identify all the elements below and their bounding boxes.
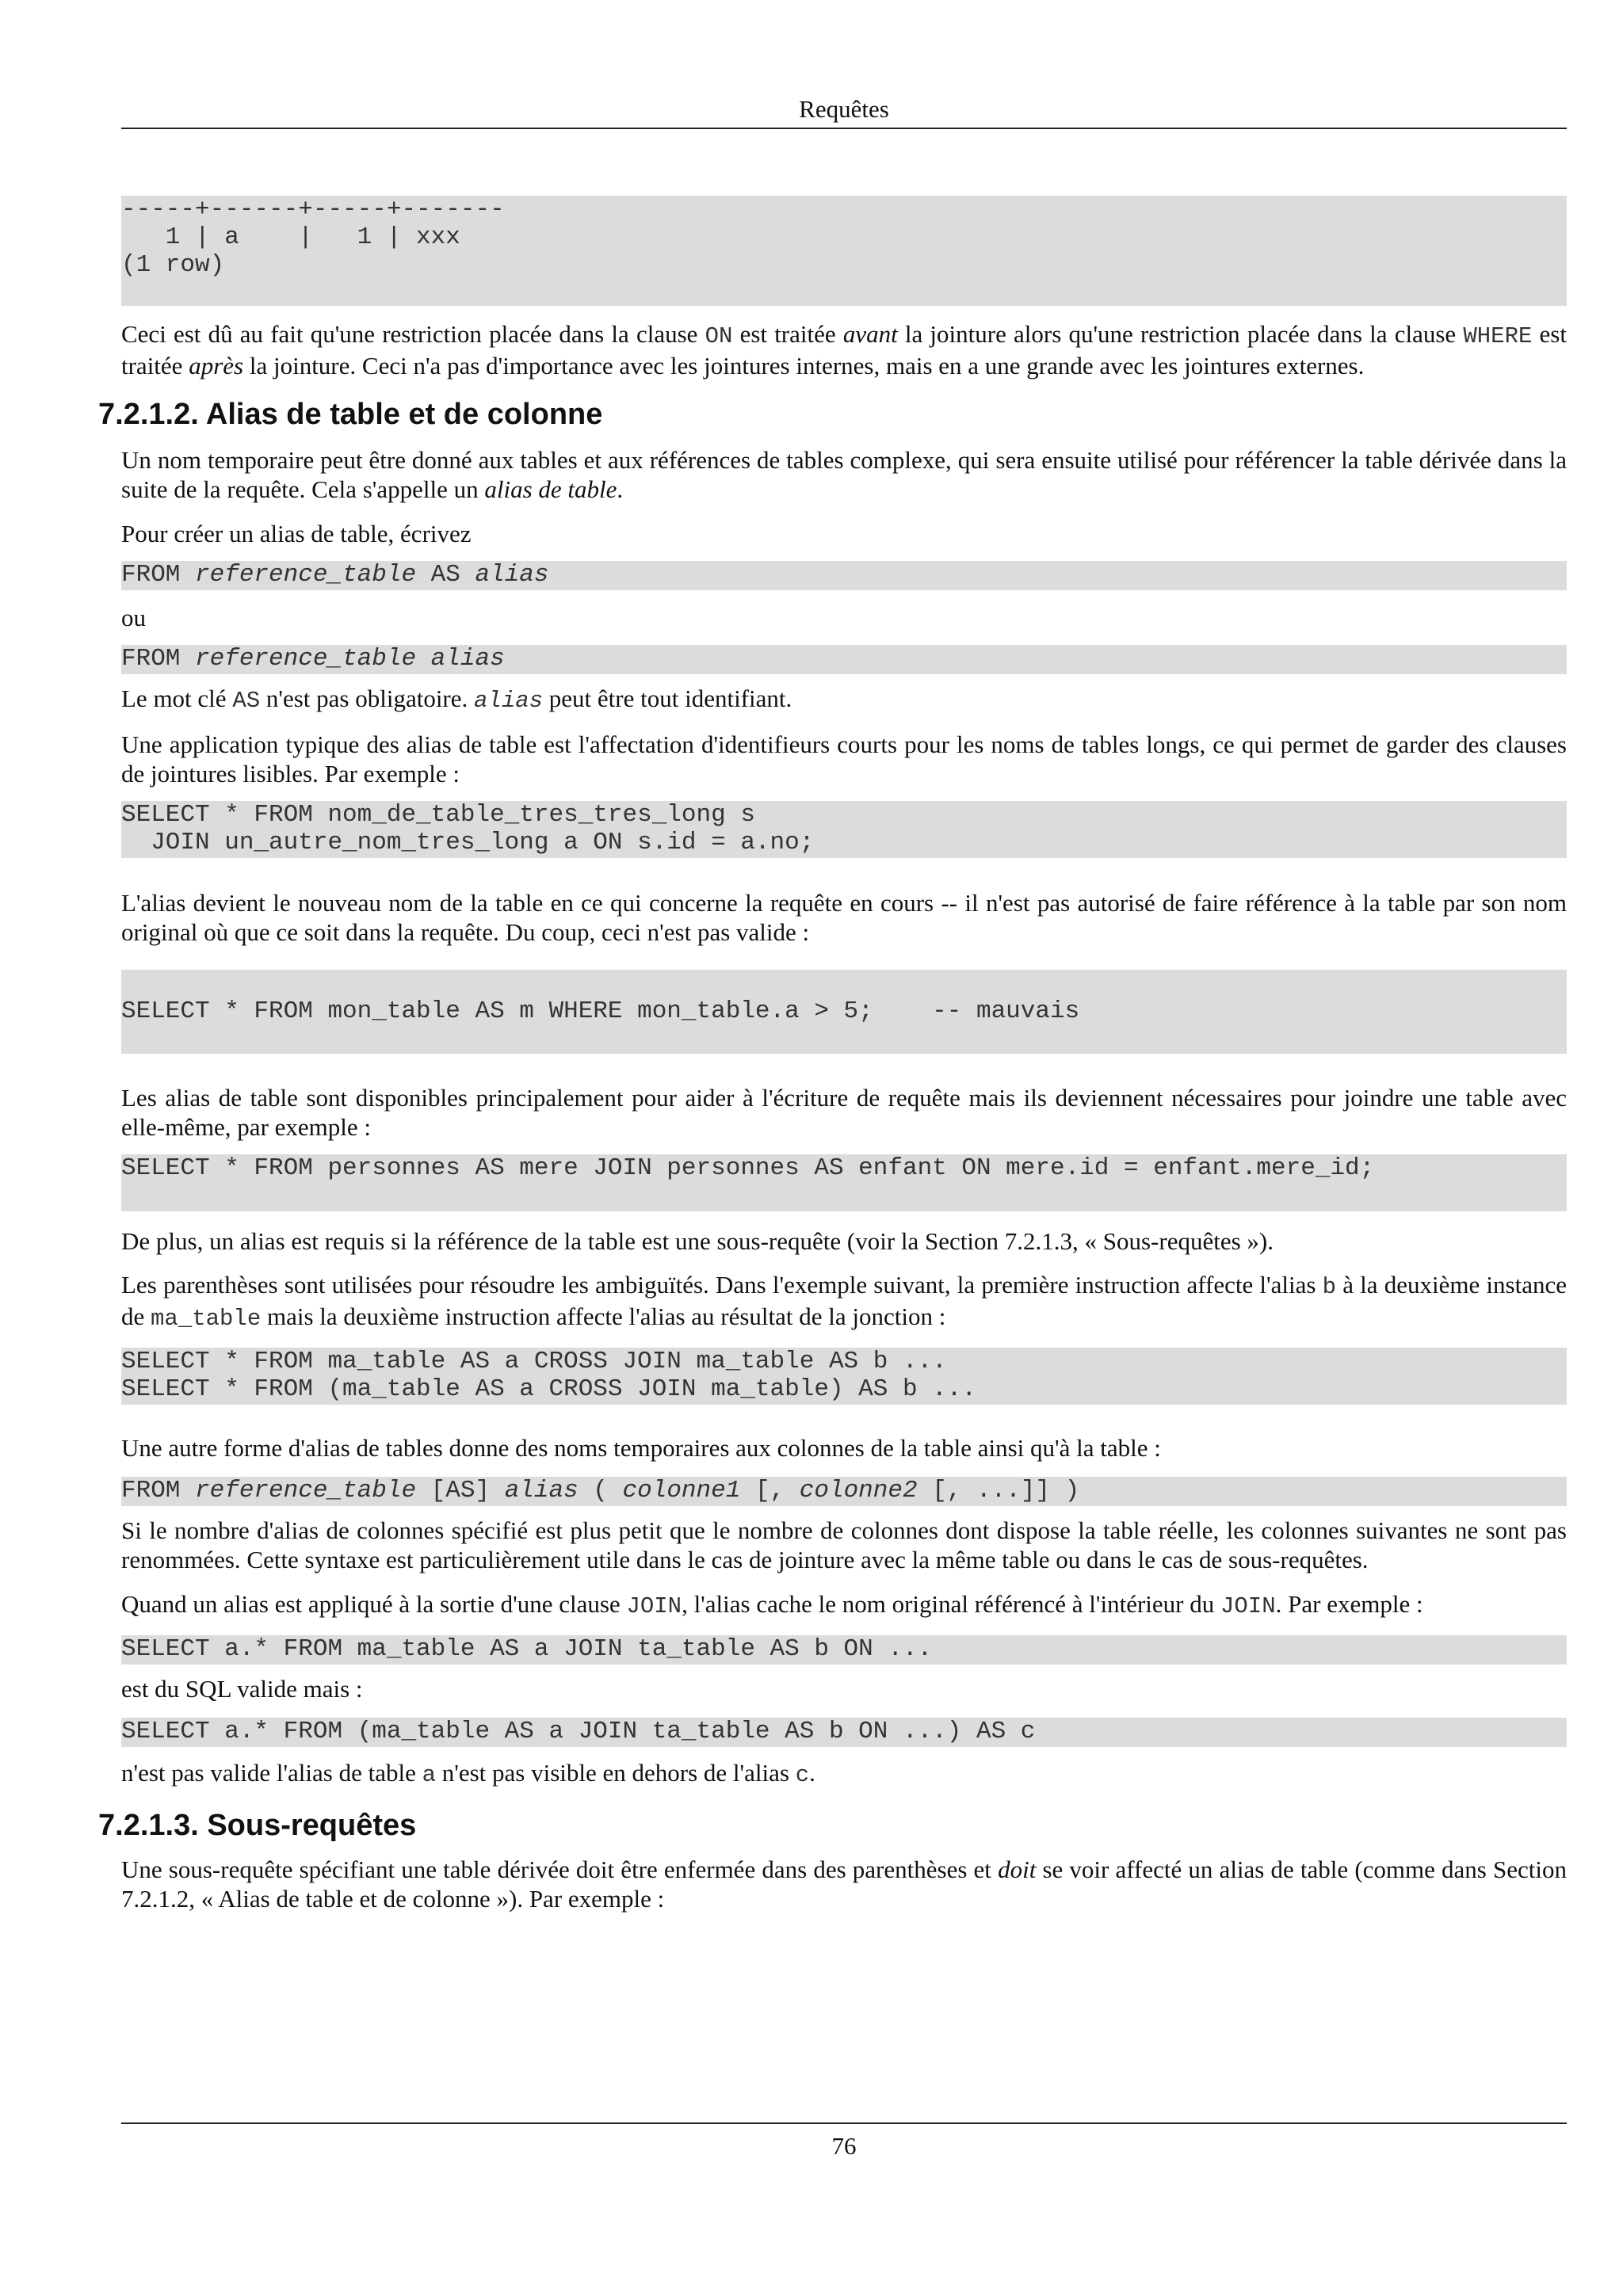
code-placeholder: reference_table <box>195 645 417 673</box>
section-heading: 7.2.1.3. Sous-requêtes <box>98 1809 417 1842</box>
footer-rule <box>121 2122 1567 2124</box>
emphasis: doit <box>998 1855 1037 1883</box>
code-placeholder: reference_table <box>195 1477 417 1505</box>
text: n'est pas obligatoire. <box>260 685 475 712</box>
text: Les parenthèses sont utilisées pour résoudre les ambiguïtés. Dans l'exemple suivant, la première instruction affecte l'alias <box>121 1271 1323 1299</box>
code-line: (1 row) <box>121 251 225 279</box>
text: , l'alias cache le nom original référencé à l'intérieur du <box>682 1590 1220 1618</box>
paragraph: ou <box>121 604 146 631</box>
paragraph: est du SQL valide mais : <box>121 1675 363 1703</box>
paragraph <box>121 445 1567 504</box>
inline-code: JOIN <box>1220 1593 1276 1619</box>
code-line: SELECT * FROM (ma_table AS a CROSS JOIN ma_table) AS b ... <box>121 1375 976 1403</box>
text: à la deuxième instance de <box>121 1271 1567 1330</box>
code-keyword: FROM <box>121 645 196 673</box>
inline-code: ma_table <box>151 1306 262 1332</box>
paragraph: Une application typique des alias de table est l'affectation d'identifieurs courts pour les noms de tables longs, ce qui permet de garder des clauses de jointures lisibles. Par exemple : <box>121 730 1567 788</box>
code-line: SELECT * FROM ma_table AS a CROSS JOIN ma_table AS b ... <box>121 1348 947 1375</box>
paragraph <box>121 1855 1567 1913</box>
code-placeholder: alias <box>475 561 549 589</box>
text: est traitée <box>732 320 843 348</box>
inline-code: JOIN <box>626 1593 682 1619</box>
paragraph <box>121 1758 1567 1790</box>
paragraph: Une autre forme d'alias de tables donne des noms temporaires aux colonnes de la table ainsi qu'à la table : <box>121 1434 1161 1462</box>
code-long-join <box>121 801 1567 858</box>
text: . <box>617 475 624 503</box>
code-keyword <box>416 645 431 673</box>
code-keyword: FROM <box>121 1477 196 1505</box>
paragraph <box>121 319 1567 380</box>
page-number: 76 <box>831 2132 857 2160</box>
inline-code: ON <box>705 323 733 349</box>
emphasis: avant <box>842 320 898 348</box>
code-placeholder: alias <box>504 1477 579 1505</box>
text: se voir affecté un alias de table (comme dans Section 7.2.1.2, « Alias de table et de colonne »). Par exemple : <box>121 1855 1567 1913</box>
text: . Par exemple : <box>1275 1590 1423 1618</box>
running-header: Requêtes <box>799 95 889 123</box>
paragraph: Pour créer un alias de table, écrivez <box>121 520 472 547</box>
code-keyword: [, <box>740 1477 800 1505</box>
code-line: 1 | a | 1 | xxx <box>121 223 460 251</box>
paragraph: De plus, un alias est requis si la référence de la table est une sous-requête (voir la Section 7.2.1.3, « Sous-requêtes »). <box>121 1227 1274 1255</box>
page-content <box>98 196 1567 1913</box>
code-placeholder: reference_table <box>195 561 417 589</box>
code-join-invalid: SELECT a.* FROM (ma_table AS a JOIN ta_table AS b ON ...) AS c <box>121 1718 1567 1747</box>
text: mais la deuxième instruction affecte l'alias au résultat de la jonction : <box>261 1302 946 1330</box>
inline-code: AS <box>232 688 261 714</box>
paragraph: Les alias de table sont disponibles principalement pour aider à l'écriture de requête mais ils deviennent nécessaires pour joindre une table avec elle-même, par exemple : <box>121 1084 1567 1141</box>
text: est traitée <box>121 320 1567 379</box>
inline-code: c <box>795 1762 810 1788</box>
text: la jointure alors qu'une restriction placée dans la clause <box>897 320 1464 348</box>
code-join-valid: SELECT a.* FROM ma_table AS a JOIN ta_table AS b ON ... <box>121 1635 1567 1665</box>
code-cross-join <box>121 1348 1567 1405</box>
emphasis: après <box>189 352 244 379</box>
text: . <box>809 1759 815 1787</box>
code-column-alias <box>121 1477 1567 1506</box>
text: n'est pas valide l'alias de table <box>121 1759 422 1787</box>
header-rule <box>121 128 1567 129</box>
code-placeholder: alias <box>430 645 505 673</box>
code-keyword: FROM <box>121 561 196 589</box>
code-line: SELECT * FROM nom_de_table_tres_tres_long s <box>121 801 755 829</box>
paragraph: L'alias devient le nouveau nom de la table en ce qui concerne la requête en cours -- il n'est pas autorisé de faire référence à la table par son nom original où que ce soit dans la requête. Du coup, ceci n'est pas valide : <box>121 889 1567 946</box>
code-keyword: ( <box>578 1477 623 1505</box>
inline-code: a <box>422 1762 437 1788</box>
text: peut être tout identifiant. <box>543 685 792 712</box>
code-placeholder: colonne1 <box>622 1477 741 1505</box>
inline-code: WHERE <box>1463 323 1533 349</box>
section-heading: 7.2.1.2. Alias de table et de colonne <box>98 398 603 431</box>
paragraph <box>121 1270 1567 1333</box>
code-line: JOIN un_autre_nom_tres_long a ON s.id = a.no; <box>121 829 815 856</box>
code-placeholder: colonne2 <box>799 1477 918 1505</box>
text: Une sous-requête spécifiant une table dérivée doit être enfermée dans des parenthèses et <box>121 1855 999 1883</box>
text: Un nom temporaire peut être donné aux tables et aux références de tables complexe, qui sera ensuite utilisé pour référencer la table dérivée dans la suite de la requête. Cela s'appelle un <box>121 446 1567 503</box>
code-line: -----+------+-----+------- <box>121 196 505 223</box>
code-keyword: [, ...]] ) <box>917 1477 1080 1505</box>
paragraph: Si le nombre d'alias de colonnes spécifié est plus petit que le nombre de colonnes dont dispose la table réelle, les colonnes suivantes ne sont pas renommées. Cette syntaxe est particulièrement utile dans le cas de jointure avec la même table ou dans le cas de sous-requêtes. <box>121 1516 1567 1573</box>
inline-code: alias <box>474 688 544 714</box>
code-invalid-alias: SELECT * FROM mon_table AS m WHERE mon_table.a > 5; -- mauvais <box>121 970 1567 1054</box>
text: n'est pas visible en dehors de l'alias <box>436 1759 796 1787</box>
inline-code: b <box>1322 1274 1337 1300</box>
paragraph <box>121 1589 1567 1621</box>
code-from-as-alias <box>121 561 1567 590</box>
code-result-table <box>121 196 1567 306</box>
code-self-join: SELECT * FROM personnes AS mere JOIN personnes AS enfant ON mere.id = enfant.mere_id; <box>121 1154 1567 1211</box>
paragraph <box>121 684 1567 715</box>
code-keyword: [AS] <box>416 1477 505 1505</box>
text: Quand un alias est appliqué à la sortie d'une clause <box>121 1590 627 1618</box>
text: Le mot clé <box>121 685 233 712</box>
code-from-alias <box>121 645 1567 674</box>
emphasis: alias de table <box>484 475 617 503</box>
code-keyword: AS <box>416 561 475 589</box>
text: Ceci est dû au fait qu'une restriction placée dans la clause <box>121 320 705 348</box>
text: la jointure. Ceci n'a pas d'importance avec les jointures internes, mais en a une grande avec les jointures externes. <box>243 352 1365 379</box>
